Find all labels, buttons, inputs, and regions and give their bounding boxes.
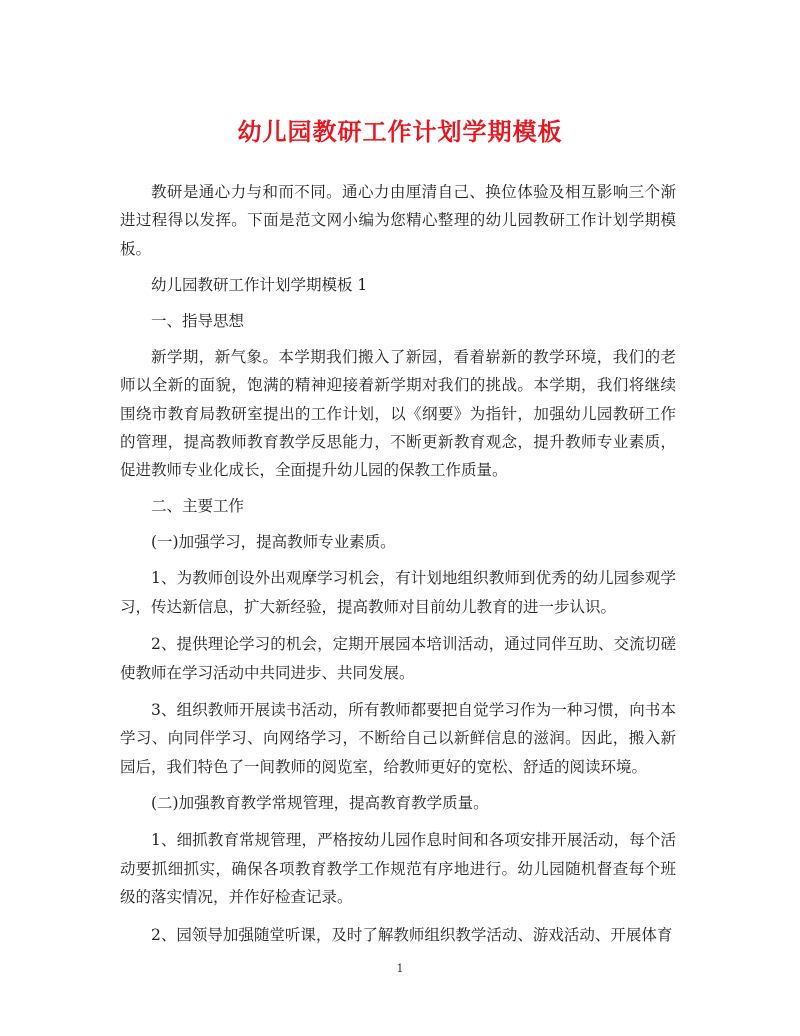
management-item-2: 2、园领导加强随堂听课，及时了解教师组织教学活动、游戏活动、开展体育 [151, 925, 673, 944]
page-number: 1 [396, 962, 404, 975]
intro-paragraph: 教研是通心力与和而不同。通心力由厘清自己、换位体验及相互影响三个渐进过程得以发挥。下面是范文网小编为您精心整理的幼儿园教研工作计划学期模板。 [120, 183, 676, 258]
section-heading-main-work: 二、主要工作 [151, 497, 245, 516]
section-heading-guiding-thought: 一、指导思想 [151, 311, 245, 330]
section-heading-template-1: 幼儿园教研工作计划学期模板 1 [151, 275, 368, 294]
learning-item-1: 1、为教师创设外出观摩学习机会，有计划地组织教师到优秀的幼儿园参观学习，传达新信息，扩大新经验，提高教师对目前幼儿教育的进一步认识。 [120, 569, 676, 616]
document-body [120, 178, 676, 949]
learning-item-2: 2、提供理论学习的机会，定期开展园本培训活动，通过同伴互助、交流切磋使教师在学习活动中共同进步、共同发展。 [120, 635, 676, 682]
guiding-thought-paragraph: 新学期，新气象。本学期我们搬入了新园，看着崭新的教学环境，我们的老师以全新的面貌，饱满的精神迎接着新学期对我们的挑战。本学期，我们将继续围绕市教育局教研室提出的工作计划，以《纲要》为指针，加强幼儿园教研工作的管理，提高教师教育教学反思能力，不断更新教育观念，提升教师专业素质，促进教师专业化成长，全面提升幼儿园的保教工作质量。 [120, 347, 676, 480]
document-title: 幼儿园教研工作计划学期模板 [237, 117, 563, 146]
subsection-heading-management: (二)加强教育教学常规管理，提高教育教学质量。 [151, 793, 489, 812]
learning-item-3: 3、组织教师开展读书活动，所有教师都要把自觉学习作为一种习惯，向书本学习、向同伴学习、向网络学习，不断给自己以新鲜信息的滋润。因此，搬入新园后，我们特色了一间教师的阅览室，给教师更好的宽松、舒适的阅读环境。 [120, 701, 676, 776]
subsection-heading-learning: (一)加强学习，提高教师专业素质。 [151, 533, 396, 552]
management-item-1: 1、细抓教育常规管理，严格按幼儿园作息时间和各项安排开展活动，每个活动要抓细抓实，确保各项教育教学工作规范有序地进行。幼儿园随机督查每个班级的落实情况，并作好检查记录。 [120, 831, 676, 907]
